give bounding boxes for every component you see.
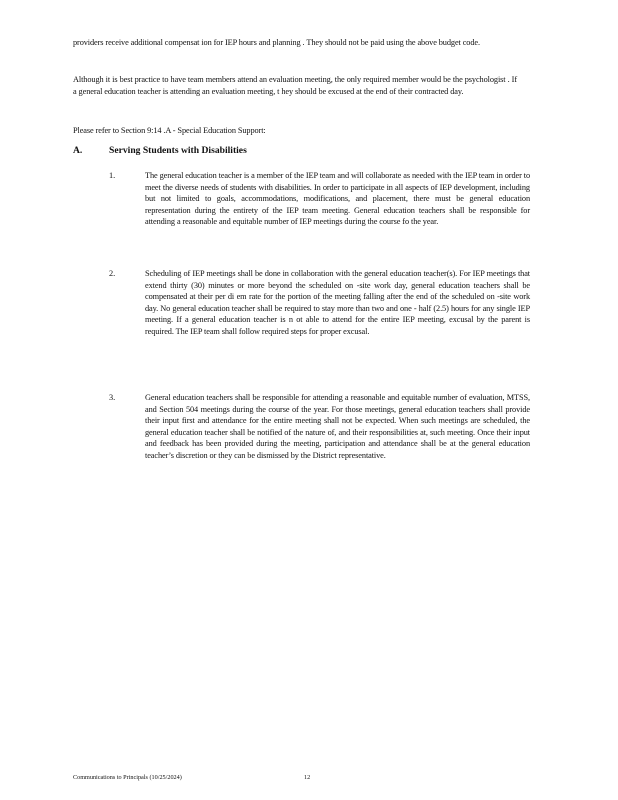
list-item-text: Scheduling of IEP meetings shall be done in collaboration with the general education teacher(s). For IEP meetings that extend thirty (30) minutes or more beyond the scheduled on -site work day, general education teachers shall be compensated at their per di em rate for the portion of the meeting falling after the end of the scheduled on -site work day. No general education teacher shall be required to stay more than two and one - half (2.5) hours for any single IEP meeting. If a general education teacher is n ot able to attend for the entire IEP meeting, excusal by the parent is required. The IEP team shall follow required steps for proper excusal. [145,269,530,336]
list-item-text: The general education teacher is a member of the IEP team and will collaborate as needed with the IEP team in order to meet the diverse needs of students with disabilities. In order to participate in all aspects of IEP development, including but not limited to goals, accommodations, modifications, and placement, there must be general education representation during the entirety of the IEP team meeting. General education teachers shall be responsible for attending a reasonable and equitable number of IEP meetings during the course fo the year. [145,171,530,227]
paragraph-evaluation-meeting: Although it is best practice to have team members attend an evaluation meeting, the only required member would be the psychologist . If a general education teacher is attending an evaluation meeting, t hey should be excused at the end of their contracted day. [73,75,517,96]
paragraph-compensation: providers receive additional compensat ion for IEP hours and planning . They should not be paid using the above budget code. [73,38,480,47]
section-heading [73,145,247,157]
footer-text: Communications to Principals (10/25/2024) [73,774,182,781]
section-letter: A. [73,145,83,156]
item-number: 1. [109,171,116,180]
list-item-text: General education teachers shall be responsible for attending a reasonable and equitable number of evaluation, MTSS, and Section 504 meetings during the course of the year. For those meetings, general education teachers shall provide their input first and attendance for the entire meeting shall not be expected. When such meetings are scheduled, the general education teacher shall be notified of the nature of, and their responsibilities at, such meeting. Once their input and feedback has been provided during the meeting, participation and attendance shall be at the general education teacher’s discretion or they can be dismissed by the District representative. [145,393,530,460]
section-title: Serving Students with Disabilities [109,145,247,156]
item-number: 3. [109,393,116,402]
item-number: 2. [109,269,116,278]
section-reference: Please refer to Section 9:14 .A - Special Education Support: [73,126,266,135]
page-number: 12 [304,774,311,781]
